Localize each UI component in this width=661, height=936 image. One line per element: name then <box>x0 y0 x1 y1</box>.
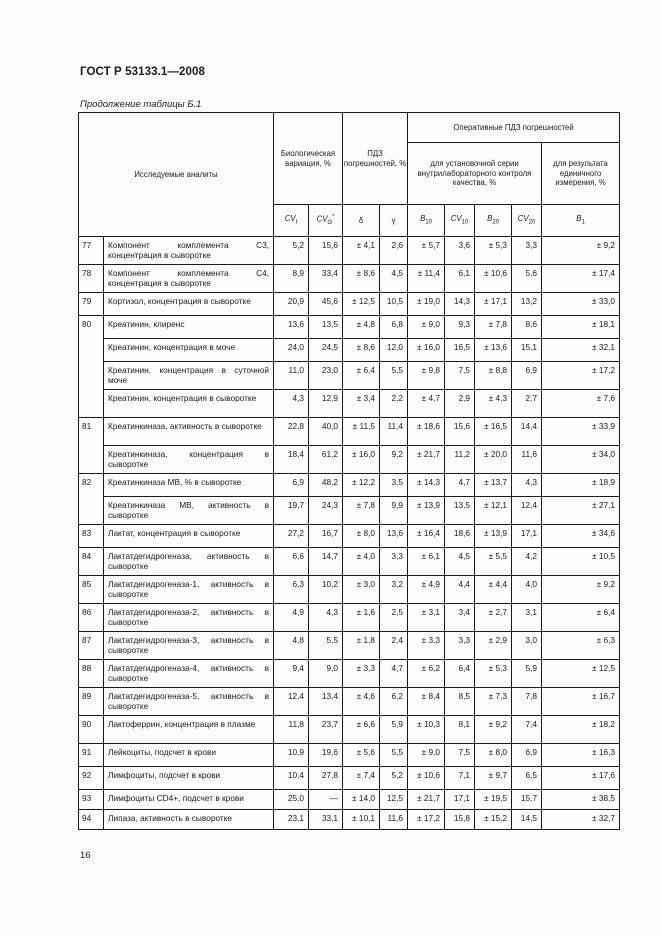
cell-cvg: 15,6 <box>309 237 343 265</box>
col-cv10: $CV_{10}$ <box>445 205 475 237</box>
analyte-name: Креатинин, клиренс <box>104 316 274 339</box>
analyte-name: Лактатдегидрогеназа-1, активность в сыворотке <box>104 576 274 604</box>
cell-b10: ± 10,3 <box>408 716 445 744</box>
row-number: 80 <box>79 316 104 339</box>
cell-gamma: 5,5 <box>380 744 408 767</box>
cell-gamma: 2,4 <box>380 632 408 660</box>
col-cv-i: $CV_I$ <box>274 205 309 237</box>
cell-b20: ± 8,0 <box>475 744 512 767</box>
cell-cv10: 3,4 <box>445 604 475 632</box>
cell-b10: ± 19,0 <box>408 293 445 316</box>
cell-gamma: 3,3 <box>380 548 408 576</box>
table-row <box>79 810 620 830</box>
cell-gamma: 11,6 <box>380 810 408 830</box>
col-b10: $B_{10}$ <box>408 205 445 237</box>
cell-delta: ± 8,6 <box>343 265 380 293</box>
cell-cv10: 18,6 <box>445 525 475 548</box>
cell-delta: ± 10,1 <box>343 810 380 830</box>
cell-cvg: 24,5 <box>309 339 343 362</box>
analyte-name: Креатинин, концентрация в сыворотке <box>104 390 274 418</box>
cell-b1: ± 34,0 <box>542 446 620 474</box>
cell-cvi: 4,8 <box>274 632 309 660</box>
cell-b20: ± 2,9 <box>475 632 512 660</box>
cell-cvi: 10,4 <box>274 767 309 790</box>
table-row <box>79 237 620 265</box>
col-biovar: Биологическая вариация, % <box>274 113 343 205</box>
col-cv20: $CV_{20}$ <box>512 205 542 237</box>
cell-cvi: 27,2 <box>274 525 309 548</box>
cell-b1: ± 38,5 <box>542 790 620 810</box>
cell-delta: ± 1,8 <box>343 632 380 660</box>
cell-cv20: 12,4 <box>512 497 542 525</box>
cell-cv10: 9,3 <box>445 316 475 339</box>
cell-delta: ± 4,1 <box>343 237 380 265</box>
analyte-name: Компонент комплемента С3, концентрация в сыворотке <box>104 237 274 265</box>
cell-cv20: 3,0 <box>512 632 542 660</box>
cell-b20: ± 16,5 <box>475 418 512 446</box>
cell-cv20: 6,5 <box>512 767 542 790</box>
cell-b10: ± 6,2 <box>408 660 445 688</box>
cell-b20: ± 5,3 <box>475 660 512 688</box>
table-row <box>79 716 620 744</box>
table-row <box>79 688 620 716</box>
cell-b10: ± 14,3 <box>408 474 445 497</box>
cell-b1: ± 18,1 <box>542 316 620 339</box>
cell-cv20: 4,3 <box>512 474 542 497</box>
cell-delta: ± 3,3 <box>343 660 380 688</box>
col-b20: $B_{20}$ <box>475 205 512 237</box>
cell-b20: ± 20,0 <box>475 446 512 474</box>
cell-b10: ± 6,1 <box>408 548 445 576</box>
cell-cv20: 14,4 <box>512 418 542 446</box>
col-pdz: ПДЗ погрешностей, % <box>343 113 408 205</box>
cell-cv20: 5,9 <box>512 660 542 688</box>
table-caption: Продолжение таблицы Б.1 <box>80 99 202 110</box>
cell-cv10: 3,6 <box>445 237 475 265</box>
cell-cvi: 4,3 <box>274 390 309 418</box>
cell-cv20: 4,0 <box>512 576 542 604</box>
cell-cvi: 20,9 <box>274 293 309 316</box>
cell-cv10: 16,5 <box>445 339 475 362</box>
analyte-name: Лактат, концентрация в сыворотке <box>104 525 274 548</box>
cell-cv10: 13,5 <box>445 497 475 525</box>
cell-b20: ± 10,6 <box>475 265 512 293</box>
cell-b1: ± 6,4 <box>542 604 620 632</box>
cell-b10: ± 3,1 <box>408 604 445 632</box>
cell-b20: ± 2,7 <box>475 604 512 632</box>
table-head <box>79 113 620 237</box>
row-number: 77 <box>79 237 104 265</box>
analyte-name: Лактатдегидрогеназа-3, активность в сыворотке <box>104 632 274 660</box>
cell-gamma: 6,8 <box>380 316 408 339</box>
col-single: для результата единичного измерения, % <box>542 143 620 205</box>
col-cv-g: $CV_G^*$ <box>309 205 343 237</box>
cell-gamma: 6,2 <box>380 688 408 716</box>
cell-b1: ± 6,3 <box>542 632 620 660</box>
cell-cvi: 18,4 <box>274 446 309 474</box>
page-number: 16 <box>80 850 91 861</box>
cell-b20: ± 7,8 <box>475 316 512 339</box>
cell-b10: ± 21,7 <box>408 446 445 474</box>
row-number: 82 <box>79 474 104 497</box>
cell-cv10: 4,7 <box>445 474 475 497</box>
cell-delta: ± 3,4 <box>343 390 380 418</box>
cell-cv10: 6,4 <box>445 660 475 688</box>
cell-gamma: 4,5 <box>380 265 408 293</box>
cell-gamma: 5,9 <box>380 716 408 744</box>
table-row <box>79 767 620 790</box>
cell-cv20: 15,7 <box>512 790 542 810</box>
cell-b10: ± 4,7 <box>408 390 445 418</box>
table-row <box>79 548 620 576</box>
cell-b1: ± 27,1 <box>542 497 620 525</box>
row-number: 79 <box>79 293 104 316</box>
table-row <box>79 632 620 660</box>
analyte-name: Лактатдегидрогеназа-2, активность в сыворотке <box>104 604 274 632</box>
cell-b10: ± 5,7 <box>408 237 445 265</box>
cell-cvi: 22,8 <box>274 418 309 446</box>
table-row <box>79 474 620 497</box>
data-table <box>78 112 620 830</box>
row-number <box>79 446 104 474</box>
cell-b20: ± 13,9 <box>475 525 512 548</box>
cell-gamma: 10,5 <box>380 293 408 316</box>
table-row <box>79 660 620 688</box>
cell-b10: ± 10,6 <box>408 767 445 790</box>
table-row <box>79 390 620 418</box>
table-row <box>79 604 620 632</box>
col-operative: Оперативные ПДЗ погрешностей <box>408 113 620 143</box>
cell-b1: ± 34,6 <box>542 525 620 548</box>
cell-cv10: 4,4 <box>445 576 475 604</box>
cell-cv10: 17,1 <box>445 790 475 810</box>
cell-cv20: 7,4 <box>512 716 542 744</box>
cell-cv10: 15,8 <box>445 810 475 830</box>
cell-gamma: 11,4 <box>380 418 408 446</box>
cell-gamma: 12,5 <box>380 790 408 810</box>
cell-b10: ± 3,3 <box>408 632 445 660</box>
cell-cv20: 6,9 <box>512 744 542 767</box>
table-row <box>79 446 620 474</box>
cell-cv10: 14,3 <box>445 293 475 316</box>
row-number: 86 <box>79 604 104 632</box>
analyte-name: Креатинин, концентрация в суточной моче <box>104 362 274 390</box>
analyte-name: Креатинкиназа, концентрация в сыворотке <box>104 446 274 474</box>
col-delta: δ <box>343 205 380 237</box>
cell-b1: ± 33,9 <box>542 418 620 446</box>
cell-b1: ± 12,5 <box>542 660 620 688</box>
cell-cv20: 3,3 <box>512 237 542 265</box>
cell-delta: ± 4,0 <box>343 548 380 576</box>
table-body <box>79 237 620 830</box>
cell-cvg: 16,7 <box>309 525 343 548</box>
cell-delta: ± 16,0 <box>343 446 380 474</box>
table-row <box>79 362 620 390</box>
cell-b1: ± 7,6 <box>542 390 620 418</box>
table-row <box>79 576 620 604</box>
cell-delta: ± 8,0 <box>343 525 380 548</box>
cell-b1: ± 33,0 <box>542 293 620 316</box>
cell-gamma: 12,0 <box>380 339 408 362</box>
cell-cv20: 15,1 <box>512 339 542 362</box>
cell-delta: ± 7,8 <box>343 497 380 525</box>
cell-delta: ± 6,6 <box>343 716 380 744</box>
cell-gamma: 13,6 <box>380 525 408 548</box>
cell-cvg: 40,0 <box>309 418 343 446</box>
cell-gamma: 5,5 <box>380 362 408 390</box>
row-number <box>79 497 104 525</box>
cell-b1: ± 32,1 <box>542 339 620 362</box>
cell-b10: ± 11,4 <box>408 265 445 293</box>
cell-delta: ± 1,6 <box>343 604 380 632</box>
cell-cvg: 24,3 <box>309 497 343 525</box>
cell-delta: ± 6,4 <box>343 362 380 390</box>
cell-cv20: 13,2 <box>512 293 542 316</box>
cell-cv10: 11,2 <box>445 446 475 474</box>
cell-cv20: 6,9 <box>512 362 542 390</box>
cell-gamma: 3,2 <box>380 576 408 604</box>
cell-b10: ± 8,4 <box>408 688 445 716</box>
cell-cvi: 10,9 <box>274 744 309 767</box>
cell-gamma: 9,9 <box>380 497 408 525</box>
cell-b20: ± 13,6 <box>475 339 512 362</box>
cell-cvg: 19,6 <box>309 744 343 767</box>
cell-b1: ± 18,9 <box>542 474 620 497</box>
cell-gamma: 3,5 <box>380 474 408 497</box>
cell-cv10: 7,5 <box>445 362 475 390</box>
row-number: 88 <box>79 660 104 688</box>
table-row <box>79 265 620 293</box>
cell-b20: ± 9,7 <box>475 767 512 790</box>
cell-cvi: 19,7 <box>274 497 309 525</box>
cell-delta: ± 12,5 <box>343 293 380 316</box>
cell-cv10: 15,6 <box>445 418 475 446</box>
cell-cvi: 6,9 <box>274 474 309 497</box>
cell-b10: ± 17,2 <box>408 810 445 830</box>
cell-gamma: 2,6 <box>380 237 408 265</box>
cell-cvi: 4,9 <box>274 604 309 632</box>
cell-b20: ± 4,3 <box>475 390 512 418</box>
cell-cvi: 9,4 <box>274 660 309 688</box>
cell-cvg: 61,2 <box>309 446 343 474</box>
cell-cvg: 14,7 <box>309 548 343 576</box>
row-number: 93 <box>79 790 104 810</box>
table-row <box>79 744 620 767</box>
cell-cv20: 7,8 <box>512 688 542 716</box>
col-b1: $B_1$ <box>542 205 620 237</box>
analyte-name: Лактатдегидрогеназа, активность в сыворотке <box>104 548 274 576</box>
cell-cv10: 2,9 <box>445 390 475 418</box>
cell-cvg: 48,2 <box>309 474 343 497</box>
cell-cvg: 45,6 <box>309 293 343 316</box>
cell-gamma: 9,2 <box>380 446 408 474</box>
cell-b20: ± 19,5 <box>475 790 512 810</box>
analyte-name: Креатинин, концентрация в моче <box>104 339 274 362</box>
analyte-name: Лимфоциты CD4+, подсчет в крови <box>104 790 274 810</box>
cell-gamma: 4,7 <box>380 660 408 688</box>
cell-cv10: 6,1 <box>445 265 475 293</box>
cell-cv20: 4,2 <box>512 548 542 576</box>
analyte-name: Креатинкиназа МВ, % в сыворотке <box>104 474 274 497</box>
cell-cv20: 5,6 <box>512 265 542 293</box>
cell-delta: ± 5,6 <box>343 744 380 767</box>
analyte-name: Лимфоциты, подсчет в крови <box>104 767 274 790</box>
cell-cvi: 6,6 <box>274 548 309 576</box>
cell-cvg: 5,5 <box>309 632 343 660</box>
cell-b1: ± 17,6 <box>542 767 620 790</box>
table-row <box>79 316 620 339</box>
table-row <box>79 293 620 316</box>
cell-b1: ± 32,7 <box>542 810 620 830</box>
row-number: 90 <box>79 716 104 744</box>
row-number: 85 <box>79 576 104 604</box>
table-row <box>79 418 620 446</box>
cell-b1: ± 16,3 <box>542 744 620 767</box>
row-number: 89 <box>79 688 104 716</box>
cell-b10: ± 9,8 <box>408 362 445 390</box>
cell-b1: ± 9,2 <box>542 576 620 604</box>
cell-cv10: 7,1 <box>445 767 475 790</box>
cell-cv20: 8,6 <box>512 316 542 339</box>
analyte-name: Лактатдегидрогеназа-5, активность в сыворотке <box>104 688 274 716</box>
row-number: 84 <box>79 548 104 576</box>
cell-cv20: 14,5 <box>512 810 542 830</box>
cell-cvg: 4,3 <box>309 604 343 632</box>
cell-delta: ± 11,5 <box>343 418 380 446</box>
analyte-name: Компонент комплемента С4, концентрация в сыворотке <box>104 265 274 293</box>
cell-b20: ± 12,1 <box>475 497 512 525</box>
cell-b20: ± 17,1 <box>475 293 512 316</box>
cell-cvi: 24,0 <box>274 339 309 362</box>
cell-cvg: 23,7 <box>309 716 343 744</box>
row-number <box>79 339 104 362</box>
row-number: 94 <box>79 810 104 830</box>
cell-cvg: 27,8 <box>309 767 343 790</box>
row-number <box>79 390 104 418</box>
analyte-name: Липаза, активность в сыворотке <box>104 810 274 830</box>
cell-cv20: 2,7 <box>512 390 542 418</box>
cell-cvi: 25,0 <box>274 790 309 810</box>
cell-cv20: 11,6 <box>512 446 542 474</box>
table-row <box>79 497 620 525</box>
cell-cvi: 6,3 <box>274 576 309 604</box>
cell-gamma: 5,2 <box>380 767 408 790</box>
cell-b10: ± 16,0 <box>408 339 445 362</box>
cell-delta: ± 8,6 <box>343 339 380 362</box>
cell-cvi: 12,4 <box>274 688 309 716</box>
cell-delta: ± 14,0 <box>343 790 380 810</box>
cell-b10: ± 4,9 <box>408 576 445 604</box>
cell-cv10: 4,5 <box>445 548 475 576</box>
cell-cvi: 5,2 <box>274 237 309 265</box>
cell-delta: ± 7,4 <box>343 767 380 790</box>
cell-cvg: 33,4 <box>309 265 343 293</box>
cell-b20: ± 13,7 <box>475 474 512 497</box>
cell-b1: ± 17,4 <box>542 265 620 293</box>
cell-cvg: 9,0 <box>309 660 343 688</box>
cell-b10: ± 9,0 <box>408 316 445 339</box>
analyte-name: Креатинкиназа МВ, активность в сыворотке <box>104 497 274 525</box>
cell-cvg: 12,9 <box>309 390 343 418</box>
cell-b1: ± 9,2 <box>542 237 620 265</box>
cell-gamma: 2,5 <box>380 604 408 632</box>
row-number: 92 <box>79 767 104 790</box>
document-header: ГОСТ Р 53133.1—2008 <box>80 66 205 78</box>
cell-b20: ± 9,2 <box>475 716 512 744</box>
table-row <box>79 525 620 548</box>
cell-cvi: 13,6 <box>274 316 309 339</box>
cell-gamma: 2,2 <box>380 390 408 418</box>
row-number <box>79 362 104 390</box>
cell-b20: ± 8,8 <box>475 362 512 390</box>
row-number: 78 <box>79 265 104 293</box>
cell-b1: ± 17,2 <box>542 362 620 390</box>
cell-b20: ± 4,4 <box>475 576 512 604</box>
cell-cv20: 3,1 <box>512 604 542 632</box>
cell-cvg: 13,4 <box>309 688 343 716</box>
row-number: 83 <box>79 525 104 548</box>
cell-cvi: 11,0 <box>274 362 309 390</box>
cell-cv10: 8,5 <box>445 688 475 716</box>
cell-b10: ± 21,7 <box>408 790 445 810</box>
table-row <box>79 339 620 362</box>
cell-b20: ± 5,3 <box>475 237 512 265</box>
table-row <box>79 790 620 810</box>
cell-cvg: 33,1 <box>309 810 343 830</box>
cell-cv10: 7,5 <box>445 744 475 767</box>
analyte-name: Креатинкиназа, активность в сыворотке <box>104 418 274 446</box>
cell-delta: ± 12,2 <box>343 474 380 497</box>
cell-b1: ± 16,7 <box>542 688 620 716</box>
cell-cvi: 11,8 <box>274 716 309 744</box>
cell-cvi: 23,1 <box>274 810 309 830</box>
col-setup: для установочной серии внутрилабораторного контроля качества, % <box>408 143 542 205</box>
cell-cvi: 8,9 <box>274 265 309 293</box>
cell-cvg: 13,5 <box>309 316 343 339</box>
cell-delta: ± 4,8 <box>343 316 380 339</box>
row-number: 91 <box>79 744 104 767</box>
cell-b10: ± 13,9 <box>408 497 445 525</box>
col-analyte: Исследуемые аналиты <box>79 113 274 237</box>
cell-cvg: — <box>309 790 343 810</box>
cell-b1: ± 10,5 <box>542 548 620 576</box>
analyte-name: Лейкоциты, подсчет в крови <box>104 744 274 767</box>
cell-cvg: 10,2 <box>309 576 343 604</box>
analyte-name: Кортизол, концентрация в сыворотке <box>104 293 274 316</box>
cell-b20: ± 15,2 <box>475 810 512 830</box>
cell-cv10: 3,3 <box>445 632 475 660</box>
cell-cvg: 23,0 <box>309 362 343 390</box>
col-gamma: γ <box>380 205 408 237</box>
row-number: 87 <box>79 632 104 660</box>
cell-b1: ± 18,2 <box>542 716 620 744</box>
cell-b20: ± 5,5 <box>475 548 512 576</box>
analyte-name: Лактоферрин, концентрация в плазме <box>104 716 274 744</box>
cell-delta: ± 4,6 <box>343 688 380 716</box>
cell-b10: ± 16,4 <box>408 525 445 548</box>
row-number: 81 <box>79 418 104 446</box>
cell-cv20: 17,1 <box>512 525 542 548</box>
cell-b10: ± 9,0 <box>408 744 445 767</box>
analyte-name: Лактатдегидрогеназа-4, активность в сыворотке <box>104 660 274 688</box>
cell-b10: ± 18,6 <box>408 418 445 446</box>
cell-delta: ± 3,0 <box>343 576 380 604</box>
cell-cv10: 8,1 <box>445 716 475 744</box>
cell-b20: ± 7,3 <box>475 688 512 716</box>
